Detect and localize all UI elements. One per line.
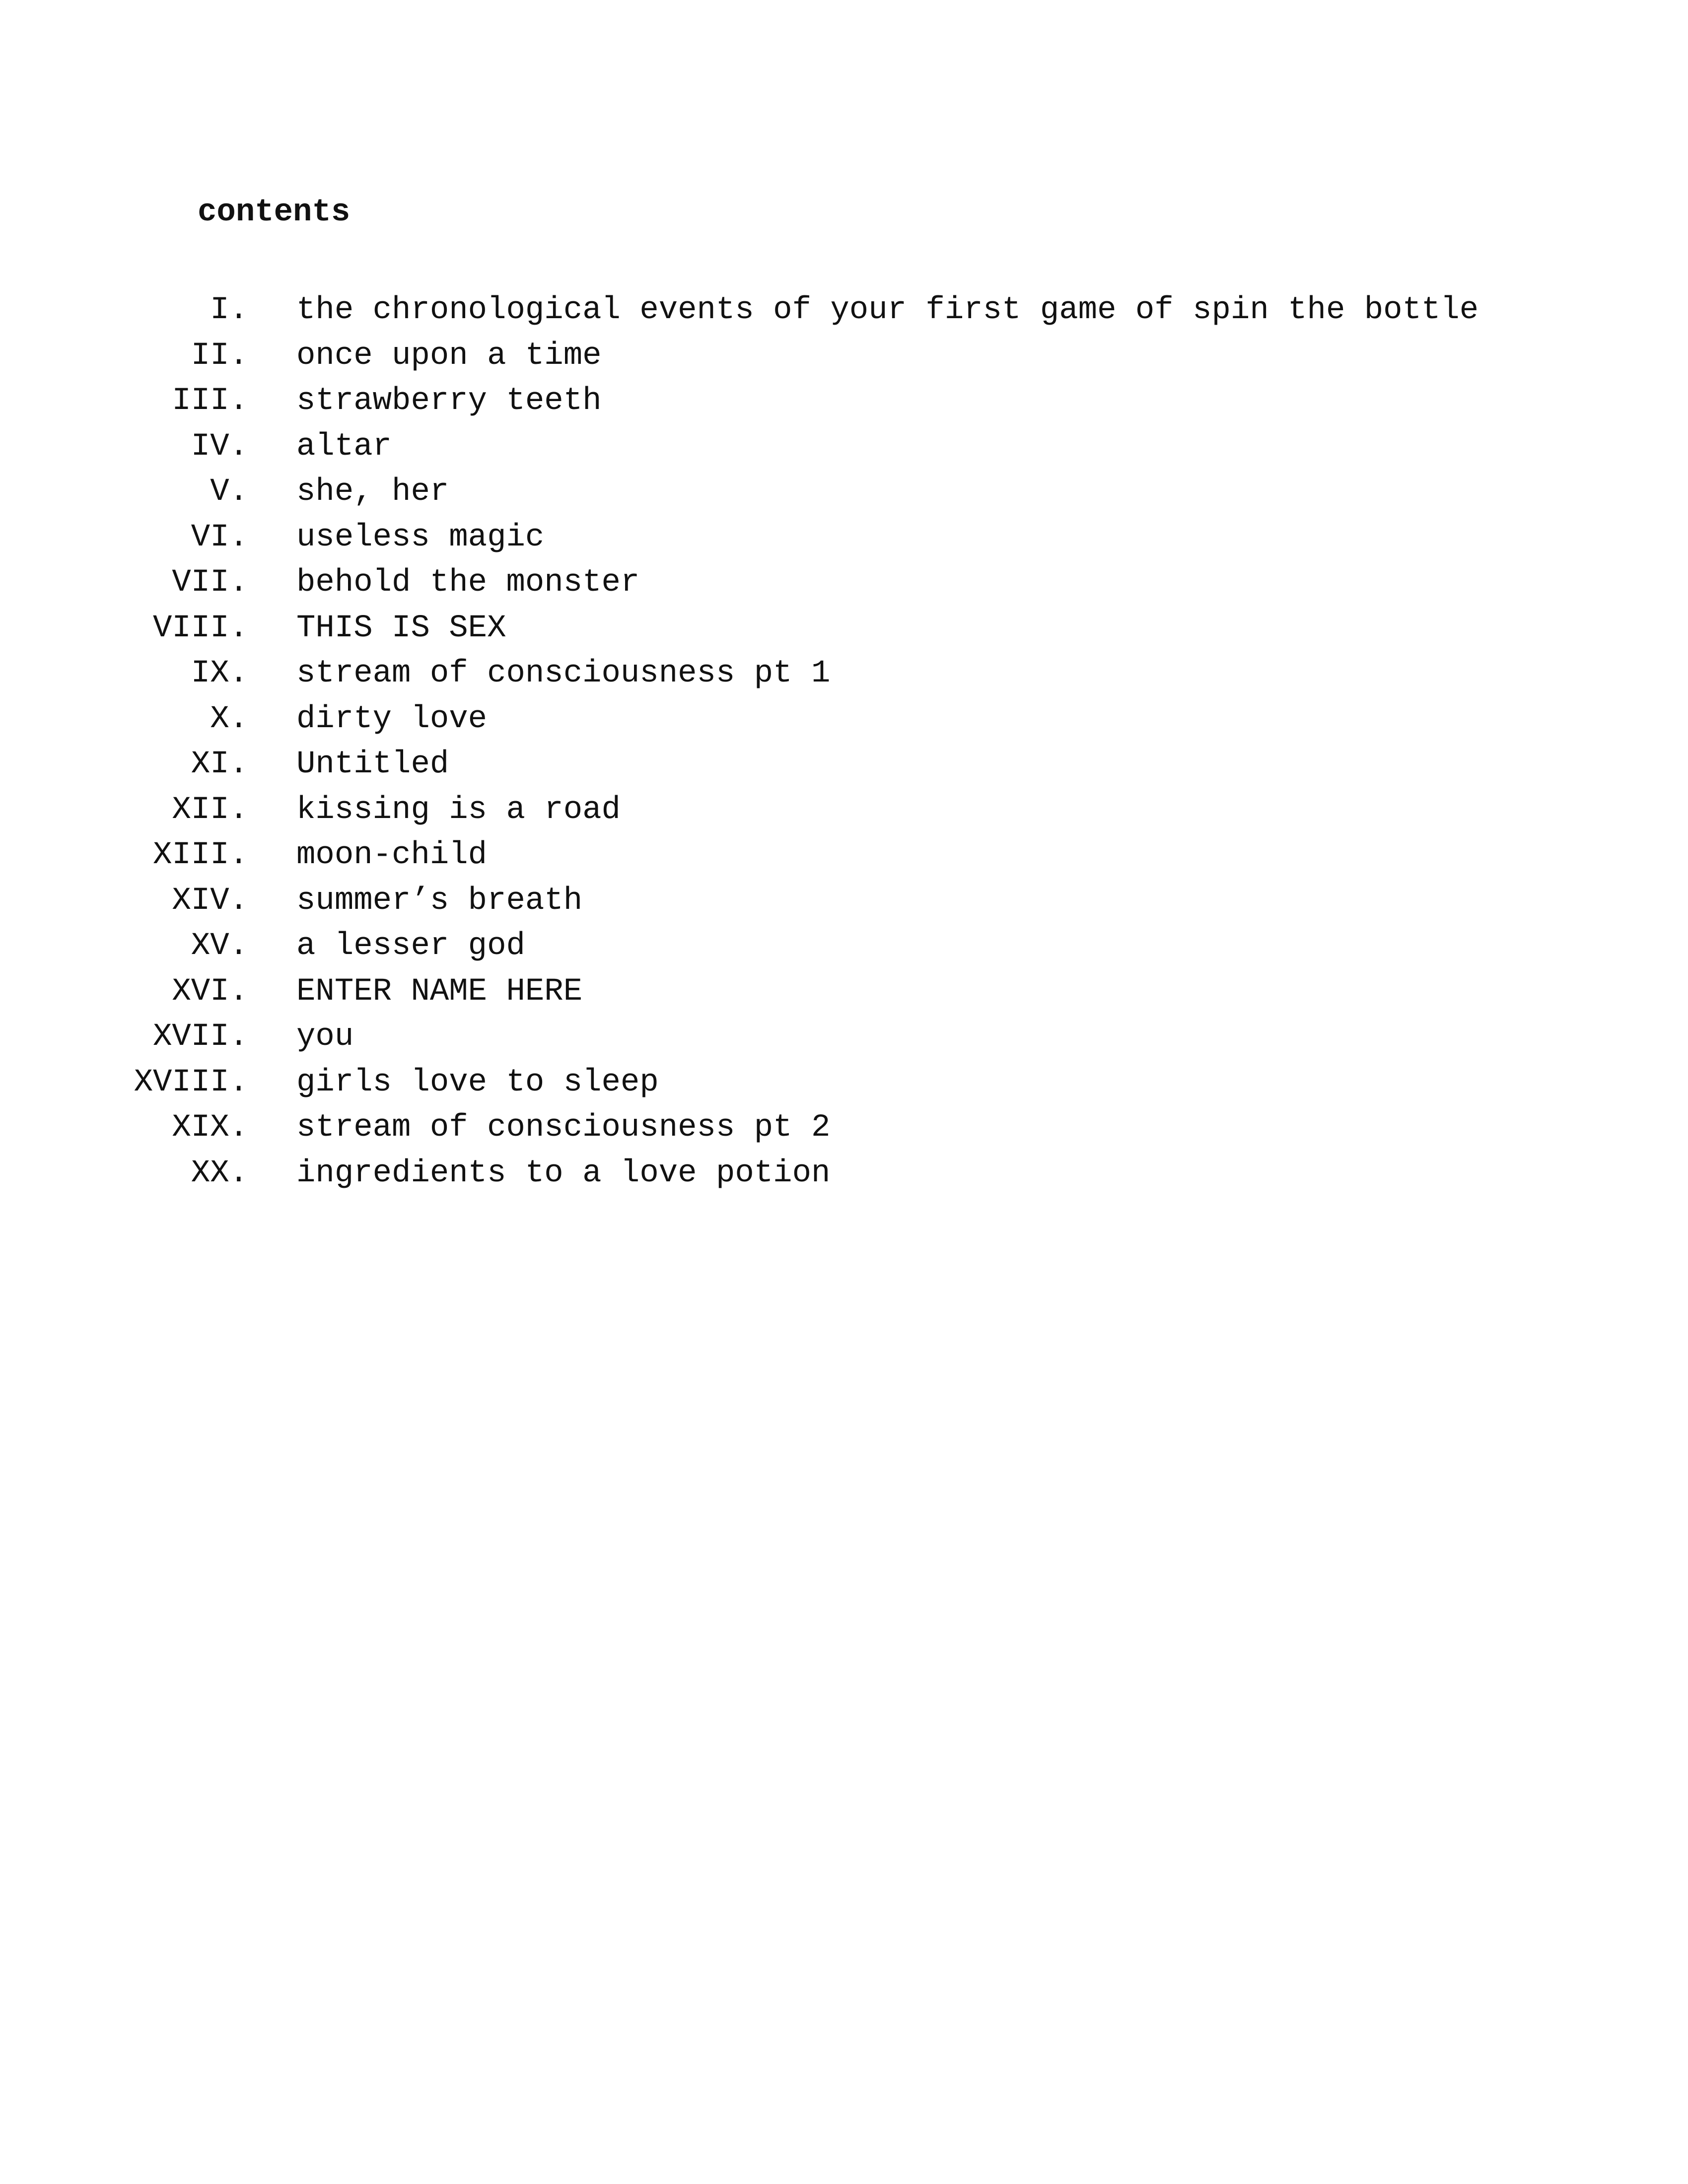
entry-numeral: VII. (172, 565, 248, 601)
entry-numeral: XI. (191, 747, 248, 782)
entry-title: useless magic (296, 519, 545, 555)
toc-entry (124, 969, 1478, 1015)
entry-numeral: III. (172, 383, 248, 419)
entry-title: a lesser god (296, 928, 525, 964)
entry-title: stream of consciousness pt 1 (296, 656, 831, 691)
toc-entry (124, 560, 1478, 606)
toc-entry (124, 1105, 1478, 1151)
toc-entry (124, 924, 1478, 969)
entry-title: dirty love (296, 701, 488, 737)
toc-entry (124, 470, 1478, 515)
entry-title: the chronological events of your first game of spin the bottle (296, 292, 1479, 328)
entry-numeral: I. (210, 292, 248, 328)
toc-entry (124, 697, 1478, 743)
entry-numeral: XVI. (172, 973, 248, 1010)
toc-entry (124, 334, 1478, 379)
entry-title: she, her (296, 474, 449, 510)
entry-numeral: XIII. (152, 837, 248, 873)
toc-entry (124, 379, 1478, 424)
entry-title: THIS IS SEX (296, 610, 506, 646)
toc-entry (124, 788, 1478, 833)
entry-numeral: VI. (191, 519, 248, 555)
entry-numeral: X. (210, 701, 248, 737)
toc-entry (124, 1015, 1478, 1060)
toc-entry (124, 288, 1478, 334)
toc-entry (124, 1060, 1478, 1106)
entry-title: stream of consciousness pt 2 (296, 1110, 831, 1146)
entry-title: you (296, 1019, 354, 1055)
entry-title: ENTER NAME HERE (296, 973, 583, 1010)
toc-entry (124, 515, 1478, 561)
entry-title: altar (296, 428, 392, 465)
entry-numeral: XIX. (172, 1110, 248, 1146)
toc-entry (124, 424, 1478, 470)
entry-numeral: XVIII. (134, 1064, 248, 1100)
entry-numeral: XX. (191, 1155, 248, 1191)
entry-title: once upon a time (296, 338, 602, 374)
toc-entry (124, 651, 1478, 697)
table-of-contents (124, 288, 1478, 1196)
page-title: contents (198, 195, 351, 230)
entry-numeral: VIII. (152, 610, 248, 646)
entry-numeral: V. (210, 474, 248, 510)
entry-title: Untitled (296, 747, 449, 782)
entry-title: behold the monster (296, 565, 640, 601)
entry-numeral: XIV. (172, 883, 248, 919)
entry-numeral: XV. (191, 928, 248, 964)
toc-entry (124, 742, 1478, 788)
entry-numeral: II. (191, 338, 248, 374)
entry-title: girls love to sleep (296, 1064, 659, 1100)
entry-numeral: XVII. (152, 1019, 248, 1055)
entry-numeral: IX. (191, 656, 248, 691)
entry-title: strawberry teeth (296, 383, 602, 419)
toc-entry (124, 833, 1478, 879)
entry-title: kissing is a road (296, 792, 621, 828)
toc-entry (124, 606, 1478, 652)
entry-title: summer’s breath (296, 883, 583, 919)
entry-numeral: IV. (191, 428, 248, 465)
entry-title: moon-child (296, 837, 488, 873)
toc-entry (124, 1151, 1478, 1197)
entry-title: ingredients to a love potion (296, 1155, 831, 1191)
entry-numeral: XII. (172, 792, 248, 828)
toc-entry (124, 879, 1478, 924)
